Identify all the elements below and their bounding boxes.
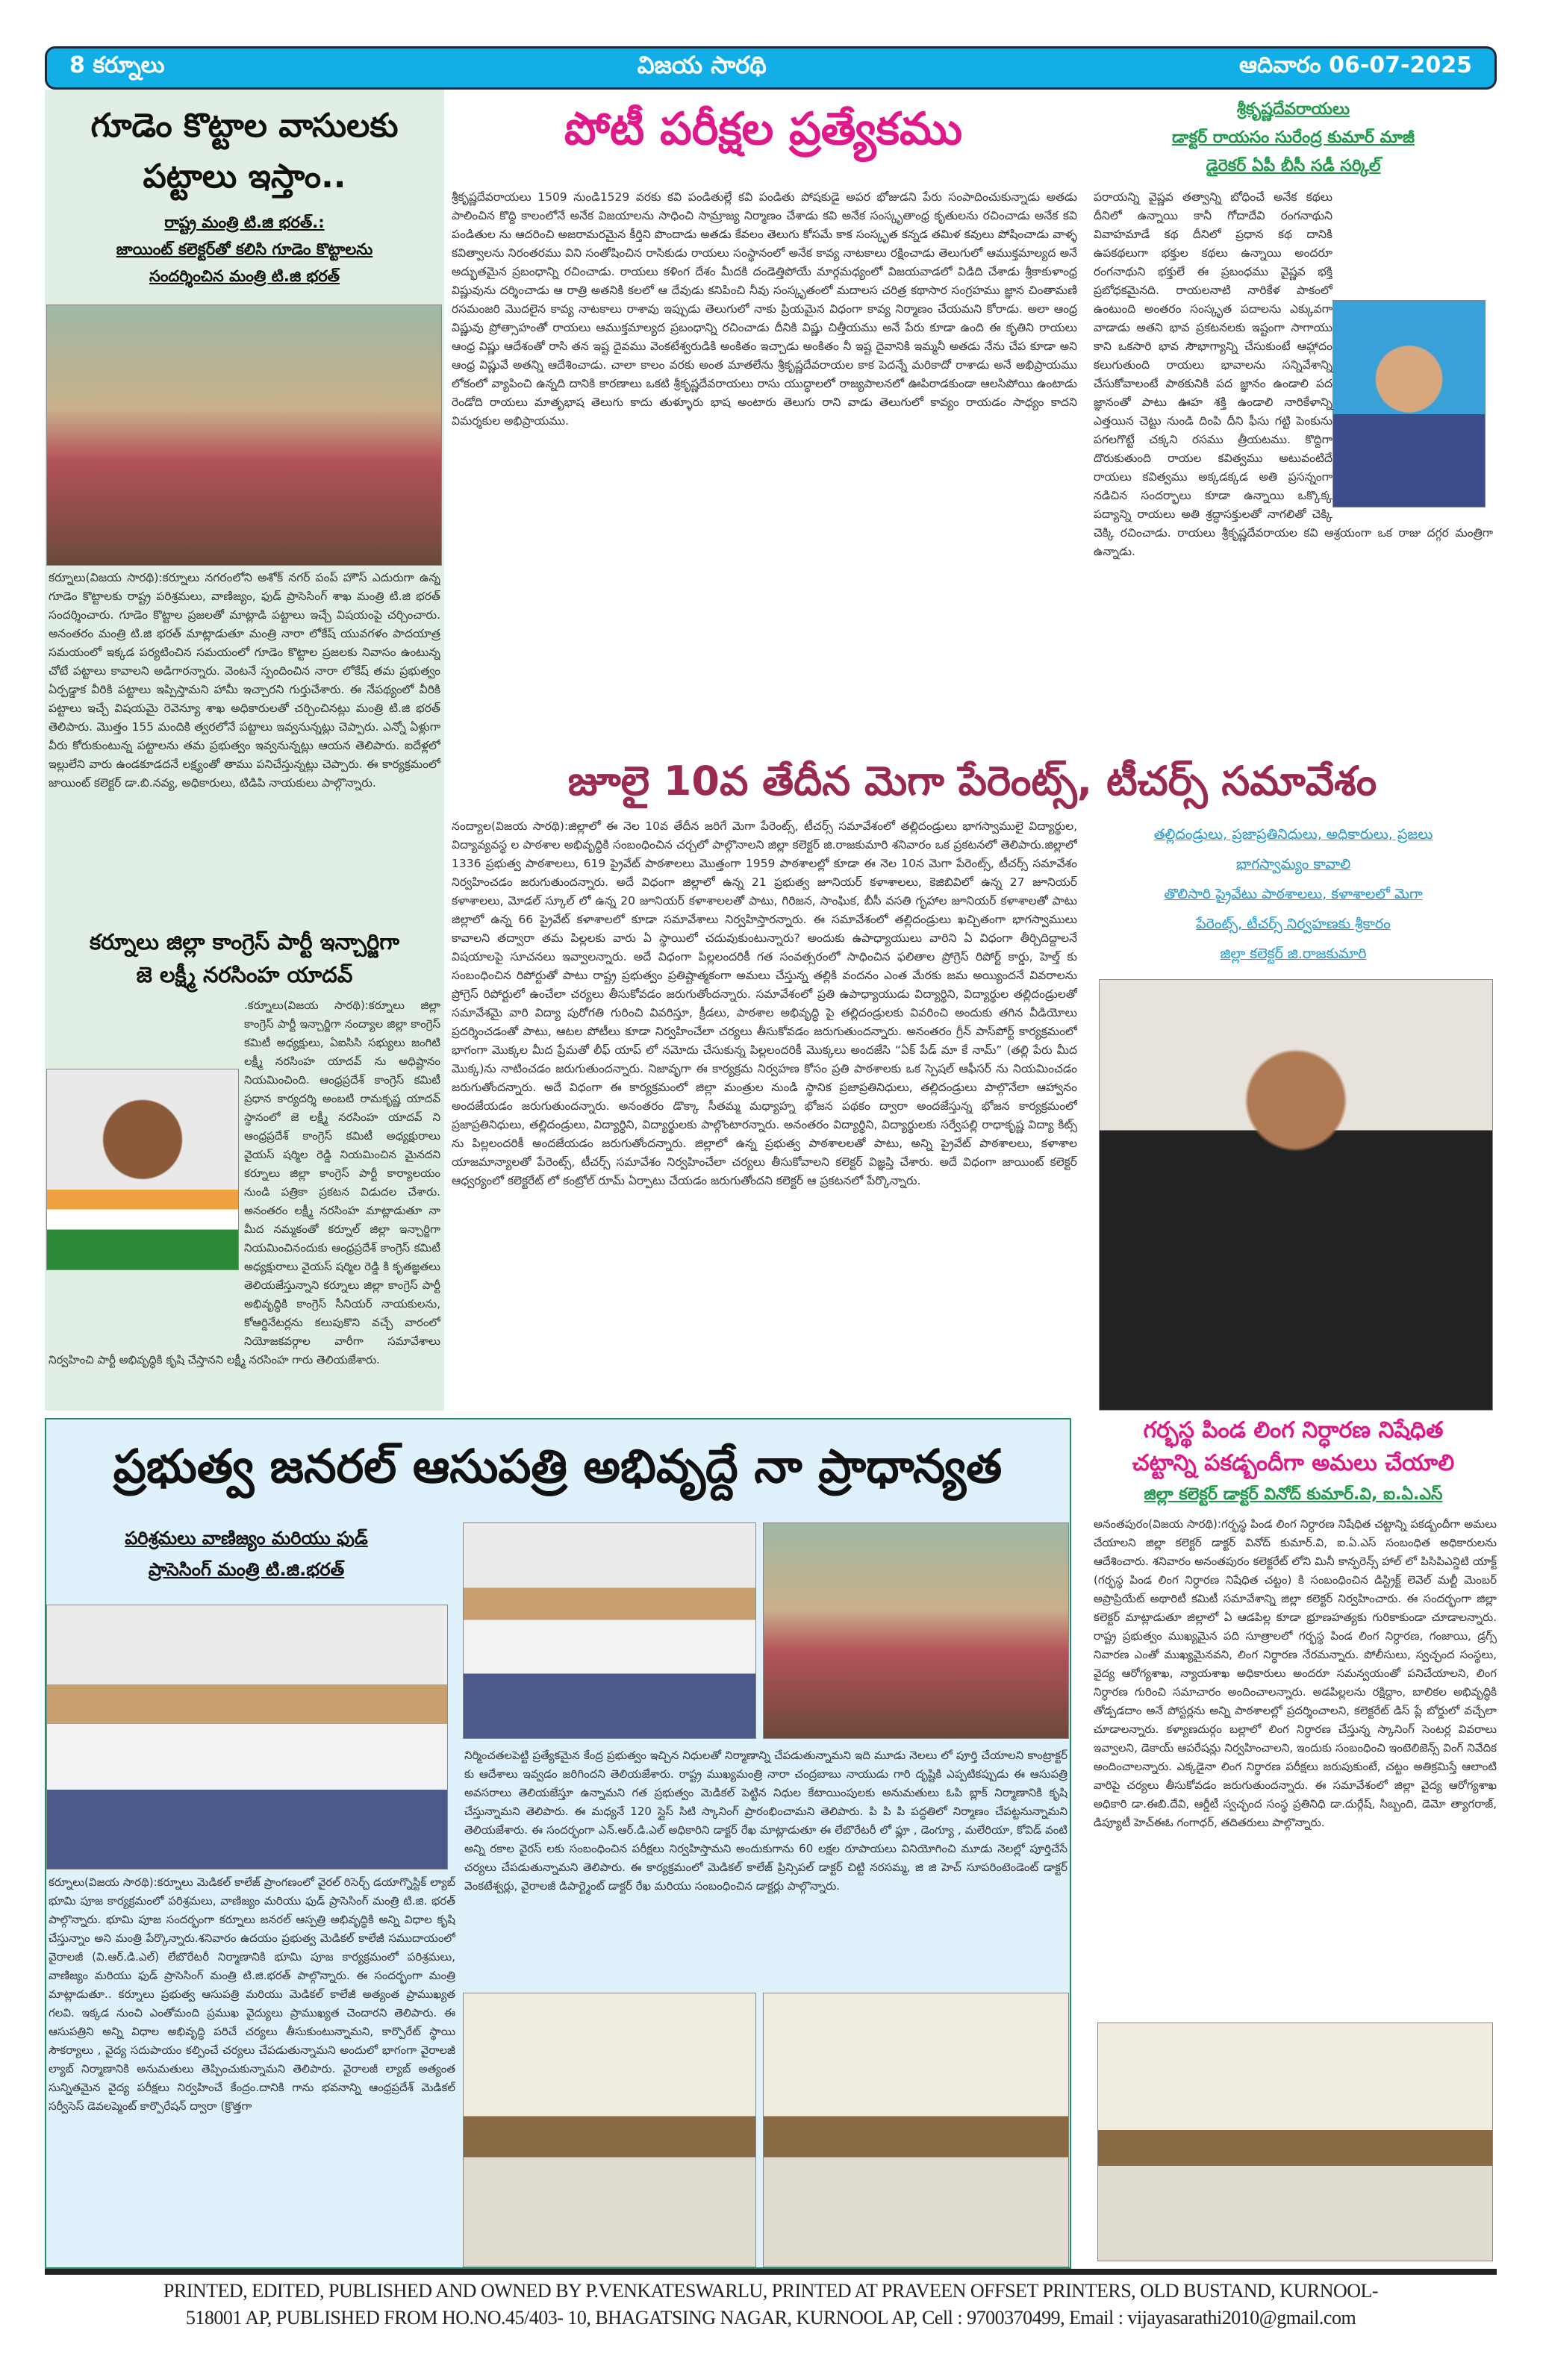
masthead-bar — [45, 46, 1497, 90]
exam-sub-2: డాక్టర్ రాయసం సురేంద్ర కుమార్ మాజీ — [1172, 128, 1415, 147]
gudem-headline — [49, 101, 440, 202]
exam-sub-1: శ్రీకృష్ణదేవరాయలు — [1236, 100, 1350, 119]
congress-headline — [49, 925, 440, 991]
congress-body-text: .కర్నూలు(విజయ సారథి):కర్నూలు జిల్లా కాంగ్రెస్ పార్టీ ఇన్చార్జిగా నంద్యాల జిల్లా కాంగ్రెస్ కమిటీ అధ్యక్షులు, ఏఐసిసి సభ్యులు జంగిటి లక్ష్మీ నరసింహ యాదవ్ ను అధిష్టానం నియమించింది. ఆంధ్రప్రదేశ్ కాంగ్రెస్ కమిటీ ప్రధాన కార్యదర్శి అంబటి రామకృష్ణ యాదవ్ స్థానంలో జె లక్ష్మీ నరసింహ యాదవ్ ని ఆంధ్రప్రదేశ్ కాంగ్రెస్ కమిటీ అధ్యక్షురాలు వైయస్ షర్మిల రెడ్డి నియమించిన మైనదని కర్నూలు జిల్లా కాంగ్రెస్ పార్టీ కార్యాలయం నుండి పత్రికా ప్రకటన విడుదల చేశారు. అనంతరం లక్ష్మీ నరసింహ మాట్లాడుతూ నా మీద నమ్మకంతో కర్నూల్ జిల్లా ఇన్చార్జిగా నియమించినందుకు ఆంధ్రప్రదేశ్ కాంగ్రెస్ కమిటీ అధ్యక్షురాలు వైయస్ షర్మిల రెడ్డి కి కృతజ్ఞతలు తెలియజేస్తున్నాని కర్నూలు జిల్లా కాంగ్రెస్ పార్టీ అభివృద్ధికి కాంగ్రెస్ సీనియర్ నాయకులను, కోఆర్డినేటర్లను కలుపుకొని వచ్చే వారంలో నియోజకవర్గాల వారీగా సమావేశాలు నిర్వహించి పార్టీ అభివృద్ధికి కృషి చేస్తానని లక్ష్మీ నరసింహ గారు తెలియజేశారు. — [49, 999, 440, 1367]
pcpndt-headline — [1090, 1414, 1497, 1480]
gudem-body: కర్నూలు(విజయ సారథి):కర్నూలు నగరంలోని అశోక్ నగర్ పంప్ హౌస్ ఎదురుగా ఉన్న గూడెం కొట్టాలకు రాష్ట్ర పరిశ్రమలు, వాణిజ్యం, ఫుడ్ ప్రాసెసింగ్ శాఖ మంత్రి టి.జి భరత్ సందర్శించారు. గూడెం కొట్టాల ప్రజలతో మాట్లాడి పట్టాలు ఇచ్చే విషయంపై చర్చించారు. అనంతరం మంత్రి టి.జి భరత్ మాట్లాడుతూ మంత్రి నారా లోకేష్ యువగళం పాదయాత్ర సమయంలో ఇక్కడ పర్యటించిన సమయంలో గూడెం కొట్టాల ప్రజలకు నివాసం ఉంటున్న చోటే పట్టాలు కావాలని అడిగారన్నారు. వెంటనే స్పందించిన నారా లోకేష్ తమ ప్రభుత్వం ఏర్పడ్డాక వీరికి పట్టాలు ఇప్పిస్తామని హామీ ఇచ్చారని గుర్తుచేశారు. ఈ నేపథ్యంలో వీరికి పట్టాలు ఇచ్చే విషయమై రెవెన్యూ శాఖ అధికారులతో చర్చించినట్లు మంత్రి టి.జి భరత్ తెలిపారు. మొత్తం 155 మందికి త్వరలోనే పట్టాలు ఇవ్వనున్నట్లు చెప్పారు. ఎన్నో ఏళ్లుగా వీరు కోరుకుంటున్న పట్టాలను తమ ప్రభుత్వం ఇవ్వనున్నట్లు ఆయన తెలిపారు. ఐదేళ్లలో ఇల్లులేని వారు ఉండకూడదనే లక్ష్యంతో తాము పనిచేస్తున్నట్లు చెప్పారు. ఈ కార్యక్రమంలో జాయింట్ కలెక్టర్ డా.బి.నవ్య, అధికారులు, టిడిపి నాయకులు పాల్గొన్నారు. — [49, 571, 440, 790]
exam-body: శ్రీకృష్ణదేవరాయలు 1509 నుండి1529 వరకు కవి పండితుల్లే కవి పండితు పోషకుడై అపర భోజుడని పేరు సంపాదించుకున్నాడు అతడు పాలించిన కొద్ది కాలంలోనే అనేక విజయాలను సాధించి సామ్రాజ్య నిర్మాణం చేశాడు కవి అనేక సంస్కృతాంధ్ర కృతులను రచించాడు అనేక కవి పండితుల ను ఆదరించి అజరామరమైన కీర్తిని పొందాడు అతడు కేవలం తెలుగు కోసమే కాక సంస్కృత కన్నడ తమిళ కవులు పోషించాడు వాళ్ళ కవిత్వాలను నిరంతరము విని సంతోషించిన రాసికుడు రాయలు సంస్థానంలో అనేక కావ్య నాటకాలు రక్షించాడు తెలుగులో ఆముక్తమాల్యద అనే అద్భుతమైన ప్రబంధాన్ని రచించాడు. రాయలు కళింగ దేశం మీదకి దండెత్తిపోయే మార్గమధ్యంలో విజయవాడలో విడిది చేశాడు శ్రీకాకుళాంధ్ర విష్ణువును దర్శించాడు ఆ రాత్రి అతనికి కలలో ఆ దేవుడు కనిపించి నీవు సంస్కృతంలో మదాలస చరిత్ర కథాసార సంగ్రహము జ్ఞాన చింతామణి రసమంజరి మొదలైన కావ్య నాటకాలు రాశావు ఇప్పుడు తెలుగులో నాకు ప్రియమైన విధంగా కావ్య నిర్మాణం చేయమని కోరాడు. అలా ఆంధ్ర విష్ణువు ప్రోత్సాహంతో రాయలు ఆముక్తమాల్యద ప్రబంధాన్ని రచించాడు దీనికి విష్ణు చిత్తీయము అనే పేరు కూడా ఉంది ఈ కృతిని రాయలు ఆంధ్ర విష్ణు ఆదేశంతో రాసి తన ఇష్ట దైవము వెంకటేశ్వరుడికి అంకితం ఇచ్చాడు అంకితం నీ ఇష్ట దైవానికి ఇమ్మనీ అతడు నేను చేప కూడా అని ఆంధ్ర విష్ణువే అతన్ని ఆదేశించాడు. చాలా కాలం వరకు అంత మాతలేను శ్రీకృష్ణదేవరాయల కాక పెదన్నే మరికాదో రాశాడు అనే అభిప్రాయము లోకంలో వ్యాపించి ఉన్నది దానికి కారణాలు ఒకటి శ్రీకృష్ణదేవరాయలు రాసు యుద్ధాలలో రాజ్యపాలనలో ఊపిరాడకుండా ఆలసిపోయి ఉంటాడు రెండోది రాయలు మాతృభాష తెలుగు కాదు తుళ్ళూరు భాష అంటారు తెలుగు రాని వాడు తెలుగులో కావ్యం రాయడం సాధ్యం కాదని విమర్శకుల అభిప్రాయము. — [452, 190, 1077, 428]
footer-rule — [45, 2269, 1497, 2275]
imprint — [45, 2278, 1497, 2331]
pcpndt-byline: జిల్లా కలెక్టర్ డాక్టర్ వినోద్ కుమార్.వి, ఐ.ఏ.ఎస్ — [1144, 1485, 1443, 1504]
ptm-sub-1: తల్లిదండ్రులు, ప్రజాప్రతినిధులు, అధికారులు, ప్రజలు — [1153, 826, 1433, 843]
congress-headline-line-2: జె లక్ష్మీ నరసింహ యాదవ్ — [136, 962, 353, 987]
congress-body — [49, 996, 440, 1407]
ptm-sub-4: పేరెంట్స్, టీచర్స్ నిర్వహణకు శ్రీకారం — [1196, 916, 1391, 932]
meeting-hall-photo — [1097, 2023, 1493, 2261]
page-section: 8 కర్నూలు — [69, 52, 165, 78]
hospital-sub-2: ప్రాసెసింగ్ మంత్రి టి.జి.భరత్ — [148, 1559, 345, 1580]
issue-date: ఆదివారం 06-07-2025 — [1239, 52, 1472, 78]
collector-rajakumari-photo — [1099, 979, 1493, 1411]
exam-sub-3: డైరెకర్ ఏపీ బీసీ సడీ సర్కిల్ — [1206, 157, 1381, 175]
hospital-body-left: కర్నూలు(విజయ సారథి):కర్నూలు మెడికల్ కాలేజ్ ప్రాంగణంలో వైరల్ రిసెర్చ్ డయాగ్నొస్టిక్ ల్యాబ్ భూమి పూజ కార్యక్రమంలో పరిశ్రమలు, వాణిజ్యం మరియు ఫుడ్ ప్రాసెసింగ్ మంత్రి టి.జి. భరత్ పాల్గొన్నారు. భూమి పూజ సందర్భంగా కర్నూలు జనరల్ ఆస్పత్రి అభివృద్ధికి అన్ని విధాల కృషి చేస్తున్నాం అని మంత్రి పేర్కొన్నారు.శనివారం ఉదయం ప్రభుత్వ మెడికల్ కాలేజీ సముదాయంలో వైరాలజీ (వి.ఆర్.డి.ఎల్) లేబొరేటరీ నిర్మాణానికి భూమి పూజ కార్యక్రమంలో పరిశ్రమలు, వాణిజ్యం మరియు ఫుడ్ ప్రాసెసింగ్ మంత్రి టి.జి.భరత్ పాల్గొన్నారు. ఈ సందర్భంగా మంత్రి మాట్లాడుతూ.. కర్నూలు ప్రభుత్వ ఆసుపత్రి మరియు మెడికల్ కాలేజీ అత్యంత ప్రాముఖ్యత గలవి. ఇక్కడ నుంచి ఎంతోమంది ప్రముఖ వైద్యులు ప్రాముఖ్యత చెందారని తెలిపారు. ఈ ఆసుపత్రిని అన్ని విధాల అభివృద్ధి పరిచే చర్యలు తీసుకుంటున్నామని, కార్పొరేట్ స్థాయి సౌకర్యాలు , వైద్య సదుపాయం కల్పించే చర్యలు చేపడుతున్నామని అందులో భాగంగా వైరాలజీ ల్యాబ్ నిర్మాణానికి అనుమతులు తెప్పించుకున్నామని తెలిపారు. వైరాలజీ ల్యాబ్ అత్యంత సున్నితమైన వైద్య పరీక్షలు నిర్వహించే కేంద్రం.దానికి గాను భవనాన్ని ఆంధ్రప్రదేశ్ మెడికల్ సర్వీసెస్ డెవలప్మెంట్ కార్పొరేషన్ ద్వారా (క్రొత్తగా — [49, 1875, 455, 2113]
gudem-subheads — [49, 209, 440, 290]
ptm-sub-5: జిల్లా కలెక్టర్ జి.రాజకుమారి — [1220, 946, 1367, 962]
hospital-body-right: నిర్మించతలపెట్టి ప్రత్యేకమైన కేంద్ర ప్రభుత్వం ఇచ్చిన నిధులతో నిర్మాణాన్ని చేపడుతున్నామని ఇది మూడు నెలలు లో పూర్తి చేయాలని కాంట్రాక్టర్ కు ఆదేశాలు ఇవ్వడం జరిగిందని తెలియజేశారు. రాష్ట్ర ముఖ్యమంత్రి నారా చంద్రబాబు నాయుడు గారి దృష్టికి ఎప్పటికప్పుడు ఈ ఆసుపత్రి అవసరాలు తెలియజేస్తూ ఉన్నామని గత ప్రభుత్వం మెడికల్ పెట్టిన నిధుల కేటాయింపులకు అనుమతులు ఓపి బ్లాక్ నిర్మాణానికి కృషి చేస్తున్నామని తెలిపారు. ఈ మధ్యనే 120 స్లైస్ సిటి స్కానింగ్ ప్రారంభించామని తెలిపారు. పి పి పి పద్ధతిలో నిర్మాణం చేపట్టనున్నామని తెలియజేశారు. ఈ సందర్భంగా ఎన్.ఆర్.డి.ఎల్ అధికారిని డాక్టర్ రేఖ మాట్లాడుతూ ఈ లేబొరేటరీ లో ఫ్లూ , డెంగ్యూ , మలేరియా, కోవిడ్ వంటి అన్ని రకాల వైరస్ లకు సంబంధించిన పరీక్షలు నిర్వహిస్తామని అందుకుగాను 60 లక్షల రూపాయలు వినియోగించి మూడు నెలల్లో పూర్తిచేసే చర్యలు చేపడుతున్నామని తెలిపారు. ఈ కార్యక్రమంలో మెడికల్ కాలేజ్ ప్రిన్సిపల్ డాక్టర్ చిట్టి నరసమ్మ, జి జి హెచ్ సూపరింటెండెంట్ డాక్టర్ వెంకటేశ్వర్లు, వైరాలజీ డిపార్ట్మెంట్ డాక్టర్ రేఖ మరియు సంబంధించిన డాక్టర్లు పాల్గొన్నారు. — [464, 1749, 1067, 1893]
gudem-sub-3: సందర్శించిన మంత్రి టి.జి భరత్ — [149, 267, 340, 285]
gudem-headline-line-2: పట్టాలు ఇస్తాం.. — [143, 157, 346, 196]
hospital-sub-1: పరిశ్రమలు వాణిజ్యం మరియు ఫుడ్ — [125, 1528, 368, 1549]
lab-visit-photo-1 — [463, 1993, 756, 2267]
exam-side-text: పరాయన్ని వైష్ణవ తత్వాన్ని బోధించే అనేక కథలు దీనిలో ఉన్నాయి కానీ గోదాదేవి రంగనాథుని వివాహమాడే కథ దీనిలో ప్రధాన కథ దానికి ఉపకథలుగా భక్తుల కథలు ఉన్నాయి అందరూ రంగనాథుని భక్తులే ఈ ప్రబంధము వైష్ణవ భక్తి ప్రబోధకమైనది. రాయలనాటి నారికేళ పాకంలో ఉంటుంది అంతరం సంస్కృత పదాలను ఎక్కువగా వాడాడు అతని భావ ప్రకటనలకు ఇష్టంగా సాగాయు కాని ఒకసారి భావ సౌభాగ్యాన్ని చేసుకుంటే ఆహ్లాదం కలుగుతుంది రాయలు భావాలను సన్నివేశాన్ని చేసుకోవాలంటే పాఠకునికి పద జ్ఞానం ఉండాలి పద జ్ఞానంతో పాటు ఊహ శక్తి ఉండాలి నారికేళాన్ని ఎత్తయిన చెట్టు నుండి దింపి దీని ఫీసు గట్టి పెంకును పగలగొట్టే చక్కని రసము త్రీయటము. కొద్దిగా దొరుకుతుంది రాయల కవిత్వము అటువంటిదే రాయలు కవిత్వము అక్కడక్కడ అతి ప్రసన్నంగా నడిచిన సందర్భాలు కూడా ఉన్నాయి ఒక్కొక్క పద్యాన్ని రాయలు అతి శ్రద్ధాసక్తులతో నాగలితో చెక్కి చెక్కి రచించాడు. రాయలు శ్రీకృష్ణదేవరాయల కవి ఆశ్రయంగా ఒక రాజు దగ్గర మంత్రిగా ఉన్నాడు. — [1094, 190, 1493, 558]
exam-byline — [1090, 96, 1497, 181]
pcpndt-headline-line-1: గర్భస్థ పిండ లింగ నిర్ధారణ నిషేధిత — [1143, 1417, 1444, 1443]
doctors-group-photo — [463, 1522, 756, 1739]
ptm-subheads — [1090, 819, 1497, 969]
gudem-headline-line-1: గూడెం కొట్టాల వాసులకు — [90, 107, 399, 145]
paper-name: విజయ సారథి — [637, 51, 767, 79]
gudem-crowd-photo — [46, 304, 442, 566]
photo-wrap-spacer — [49, 1067, 244, 1343]
hospital-subheads — [52, 1522, 440, 1585]
ptm-sub-2: భాగస్వామ్యం కావాలి — [1235, 856, 1351, 872]
gudem-sub-2: జాయింట్ కలెక్టర్‌తో కలిసి గూడెం కొట్టాలను — [116, 240, 373, 258]
exam-side-body — [1094, 188, 1493, 748]
minister-hospital-photo — [46, 1605, 448, 1870]
pcpndt-headline-line-2: చట్టాన్ని పకడ్బందీగా అమలు చేయాలి — [1132, 1450, 1455, 1476]
imprint-line-1: PRINTED, EDITED, PUBLISHED AND OWNED BY P.VENKATESWARLU, PRINTED AT PRAVEEN OFFSET PRINTERS, OLD BUSTAND, KURNOOL- — [163, 2280, 1379, 2302]
exam-headline: పోటీ పరీక్షల ప్రత్యేకము — [564, 103, 963, 155]
ptm-body: నంద్యాల(విజయ సారథి):జిల్లాలో ఈ నెల 10వ తేదీన జరిగే మెగా పేరెంట్స్, టీచర్స్ సమావేశంలో తల్లిదండ్రులు భాగస్వాములై విద్యార్థుల, విద్యావ్యవస్థ ల పాఠశాల అభివృద్ధికి సంబంధించిన చర్చలో పాల్గొనాలని జిల్లా కలెక్టర్ జి.రాజకుమారి శనివారం ఒక ప్రకటనలో తెలిపారు.జిల్లాలో 1336 ప్రభుత్వ పాఠశాలలు, 619 ప్రైవేట్ పాఠశాలలు మొత్తంగా 1959 పాఠశాలల్లో కూడా ఈ నెల 10న మెగా పేరెంట్స్, టీచర్స్ సమావేశం నిర్వహించడం జరుగుతుందన్నారు. అదే విధంగా జిల్లాలో ఉన్న 21 ప్రభుత్వ జూనియర్ కళాశాలలు, కెజిబివిలో ఉన్న 27 జూనియర్ కళాశాలలు, మోడల్ స్కూల్ లో ఉన్న 20 జూనియర్ కళాశాలలతో పాటు, గిరిజన, సాంఘిక, బీసీ వసతి గృహాల జూనియర్ కళాశాలతో పాటు జిల్లాలో ఉన్న 66 ప్రైవేట్ కళాశాలలో కూడా సమావేశాలు నిర్వహిస్తారన్నారు. ఈ సమావేశంలో తల్లిదండ్రులు ఖచ్చితంగా భాగస్వాములు కావాలని తద్వారా తమ పిల్లలకు వారు ఏ స్థాయిలో చదువుకుంటున్నారు? అందుకు ఉపాధ్యాయులు వారిని ఏ విధంగా తీర్చిదిద్దాలనే విషయాలపై సూచనలు ఇవ్వాలన్నారు. అదే విధంగా పిల్లలందరికీ గత సంవత్సరంలో సాధించిన ఫలితాల ప్రోగ్రెస్ రిపోర్ట్ కార్డు, హెల్త్ కు సంబంధించిన రిపోర్టుతో పాటు రాష్ట్ర ప్రభుత్వం ప్రతిష్టాత్మకంగా అమలు చేస్తున్న తల్లికి వందనం ఎంత మేరకు జమ అయ్యిందనే వివరాలను ప్రోగ్రెస్ రిపోర్టులో ఉంచేలా చర్యలు తీసుకోవడం జరుగుతోందన్నారు. సమావేశంలో ప్రతి ఉపాధ్యాయుడు విద్యార్థిని, విద్యార్థుల తల్లిదండ్రులతో సమావేశమై వారి విద్యా పురోగతి గురించి వివరిస్తూ, క్రీడలు, పాఠశాల అభివృద్ధి పై తల్లిదండ్రులకు వివరించి అందుకు తగిన వీడియోలు ప్రదర్శించడంతో పాటు, ఆటల పోటీలు కూడా నిర్వహించేలా చర్యలు తీసుకోవడం జరుగుతుందన్నారు. అనంతరం గ్రీన్ పాస్‌పోర్ట్ కార్యక్రమంలో భాగంగా మొక్కల మీద ప్రేమతో లీఫ్ యాప్ లో నమోదు చేసుకున్న పిల్లలందరికీ మొక్కలు అందజేసి “ఏక్ పేడ్ మా కే నామ్” (తల్లి పేరు మీద మొక్క)ను నాటించడం జరుగుతుందన్నారు. నిజావృగా ఈ కార్యక్రమ నిర్వహణ కోసం ప్రతి పాఠశాలకు ఒక స్పెషల్ ఆఫీసర్ ను నియమించడం జరుగుతోందన్నారు. అదే విధంగా ఈ కార్యక్రమంలో జిల్లా మంత్రుల నుండి స్థానిక ప్రజాప్రతినిధులు, తల్లిదండ్రులు పాల్గొనేలా ఆహ్వానం అందజేయడం జరుగుతుందన్నారు. అనంతరం డొక్కా సీతమ్మ మధ్యాహ్న భోజన పథకం ద్వారా అందజేస్తున్న భోజన కార్యక్రమంలో ప్రజాప్రతినిధులు, తల్లిదండ్రులు, విద్యార్థిని, విద్యార్థులకు పాల్గొంటారన్నారు. అనంతరం విద్యార్థిని, విద్యార్థులకు సర్వేపల్లి రాధాకృష్ణ విద్యా కిట్స్ ను పిల్లలందరికీ అందజేయడం జరుగుతోందన్నారు. జిల్లాలో ఉన్న ప్రభుత్వ పాఠశాలలతో పాటు, అన్ని ప్రైవేట్ పాఠశాలలు, కళాశాల యాజమాన్యాలతో పేరెంట్స్, టీచర్స్ సమావేశం నిర్వహించేలా చర్యలు తీసుకోవాలని కలెక్టర్ విజ్ఞప్తి చేశారు. అదే విధంగా జాయింట్ కలెక్టర్ ఆధ్వర్యంలో కలెక్టరేట్ లో కంట్రోల్ రూమ్ ఏర్పాటు చేయడం జరుగుతోందని కలెక్టర్ ఆ ప్రకటనలో పేర్కొన్నారు. — [452, 819, 1077, 1187]
photo-wrap-spacer — [1332, 299, 1493, 515]
ptm-headline: జూలై 10వ తేదీన మెగా పేరెంట్స్, టీచర్స్ సమావేశం — [567, 758, 1377, 805]
pcpndt-body: అనంతపురం(విజయ సారథి):గర్భస్థ పిండ లింగ నిర్ధారణ నిషేధిత చట్టాన్ని పకడ్బందీగా అమలు చేయాలని జిల్లా కలెక్టర్ డాక్టర్ వినోద్ కుమార్.వి, ఐ.ఏ.ఎస్ సంబంధిత అధికారులను ఆదేశించారు. శనివారం అనంతపురం కలెక్టరేట్ లోని మినీ కాన్ఫరెన్స్ హాల్ లో పిసిపిఎన్డిటి యాక్ట్ (గర్భస్థ పిండ లింగ నిర్ధారణ నిషేధిత చట్టం) కి సంబంధించిన డిస్ట్రిక్ట్ లెవెల్ మల్టీ మెంబర్ అప్రాప్రియేట్ అథారిటీ కమిటీ సమావేశాన్ని జిల్లా కలెక్టర్ నిర్వహించారు. ఈ సందర్భంగా జిల్లా కలెక్టర్ మాట్లాడుతూ జిల్లాలో ఏ ఆడపిల్ల కూడా భ్రూణహత్యకు గురికాకుండా చూడాలన్నారు. రాష్ట్ర ప్రభుత్వం ముఖ్యమైన పది సూత్రాలలో గర్భస్థ పిండ లింగ నిర్ధారణ, గంజాయి, డ్రగ్స్ నివారణ ఎంతో ముఖ్యమైనవని, లింగ నిర్ధారణ నేరమన్నారు. పోలీసులు, స్వచ్ఛంద సంస్థలు, వైద్య ఆరోగ్యశాఖ, న్యాయశాఖ అధికారులు అందరూ సమన్వయంతో పనిచేయాలని, లింగ నిర్ధారణ గురించి సమాచారం అందించాలన్నారు. అడపిల్లలను రక్షిద్దాం, బాలికల అభివృద్ధికి తోడ్పడదాం అనే పోస్టర్లను అన్ని పాఠశాలల్లో ప్రదర్శించాలని, కలెక్టరేట్ డిస్ ప్లే బోర్డులో వచ్చేలా చూడాలన్నారు. కళ్యాణదుర్గం బల్లాలో లింగ నిర్ధారణ చేస్తున్న స్కానింగ్ సెంటర్ల వివరాలు ఇవ్వాలని, డెకాయ్ ఆపరేషన్లు నిర్వహించాలని, ఇందుకు సంబంధించి ఇంటెలిజెన్స్ వింగ్ నివేదిక అందించాలన్నారు. ఎక్కడైనా లింగ నిర్ధారణ పరీక్షలు జరుపుకుంటే, చట్టం అతిక్రమిస్తే ఆలాంటి వారిపై చర్యలు తీసుకోవడం జరుగుతుందన్నారు. ఈ సమావేశంలో జిల్లా వైద్య ఆరోగ్యశాఖ అధికారి డా.ఈబి.దేవి, ఆర్డీటీ స్వచ్ఛంద సంస్థ ప్రతినిధి డా.దుర్గేష్, సిబ్బంది, డెమో త్యాగరాజ్, డిప్యూటీ హెచ్ఈఓ గంగాధర్, తదితరులు పాల్గొన్నారు. — [1094, 1517, 1497, 1829]
congress-headline-line-1: కర్నూలు జిల్లా కాంగ్రెస్ పార్టీ ఇన్చార్జిగా — [89, 929, 400, 955]
hospital-headline: ప్రభుత్వ జనరల్ ఆసుపత్రి అభివృద్దే నా ప్రాధాన్యత — [113, 1439, 1003, 1493]
ribbon-cutting-photo — [763, 1522, 1069, 1739]
imprint-line-2: 518001 AP, PUBLISHED FROM HO.NO.45/403- 10, BHAGATSING NAGAR, KURNOOL AP, Cell : 9700370499, Email : vijayasarathi2010@gmail.com — [185, 2307, 1356, 2329]
ptm-sub-3: తొలిసారి ప్రైవేటు పాఠశాలలు, కళాశాలలో మెగా — [1164, 886, 1423, 902]
gudem-sub-1: రాష్ట్ర మంత్రి టి.జి భరత్.: — [164, 213, 325, 231]
lab-visit-photo-2 — [763, 1993, 1069, 2267]
